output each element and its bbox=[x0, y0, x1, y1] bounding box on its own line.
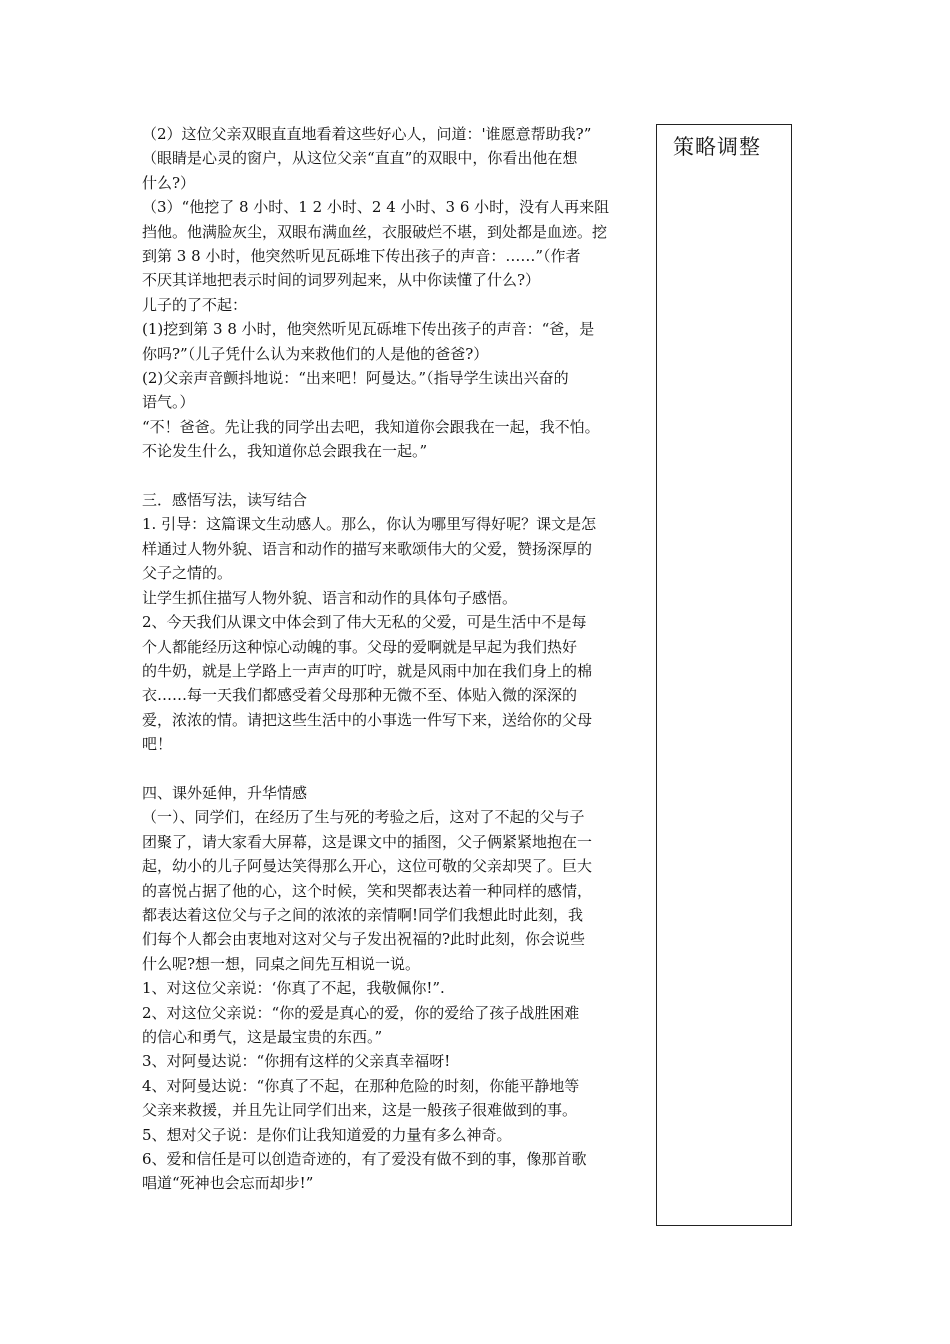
text-line: 到第 3 8 小时，他突然听见瓦砾堆下传出孩子的声音：……”（作者 bbox=[142, 247, 581, 266]
text-line: 的喜悦占据了他的心，这个时候，笑和哭都表达着一种同样的感情， bbox=[142, 881, 593, 900]
text-line: 2、对这位父亲说：“你的爱是真心的爱，你的爱给了孩子战胜困难 bbox=[142, 1003, 580, 1022]
strategy-adjust-title: 策略调整 bbox=[673, 135, 761, 159]
text-line: 三．感悟写法，读写结合 bbox=[142, 491, 308, 510]
text-line: 不论发生什么，我知道你总会跟我在一起。” bbox=[142, 442, 428, 461]
text-line: 个人都能经历这种惊心动魄的事。父母的爱啊就是早起为我们热好 bbox=[142, 637, 578, 656]
text-line: 儿子的了不起： bbox=[142, 295, 248, 314]
blank-line bbox=[142, 464, 642, 488]
text-line: （眼睛是心灵的窗户，从这位父亲“直直”的双眼中，你看出他在想 bbox=[142, 149, 578, 168]
text-line: （一）、同学们，在经历了生与死的考验之后，这对了不起的父与子 bbox=[142, 808, 585, 827]
text-line: 都表达着这位父与子之间的浓浓的亲情啊!同学们我想此时此刻，我 bbox=[142, 905, 584, 924]
text-line: (1)挖到第 3 8 小时，他突然听见瓦砾堆下传出孩子的声音：“爸，是 bbox=[142, 320, 595, 339]
text-line: 爱，浓浓的情。请把这些生活中的小事选一件写下来，送给你的父母 bbox=[142, 710, 593, 729]
text-line: (2)父亲声音颤抖地说：“出来吧！阿曼达。”（指导学生读出兴奋的 bbox=[142, 369, 569, 388]
text-line: 父子之情的。 bbox=[142, 564, 233, 583]
text-line: 四、课外延伸，升华情感 bbox=[142, 783, 308, 802]
text-line: 样通过人物外貌、语言和动作的描写来歌颂伟大的父爱，赞扬深厚的 bbox=[142, 539, 593, 558]
text-line: 起，幼小的儿子阿曼达笑得那么开心，这位可敬的父亲却哭了。巨大 bbox=[142, 857, 593, 876]
text-line: 2、今天我们从课文中体会到了伟大无私的父爱，可是生活中不是每 bbox=[142, 613, 587, 632]
text-line: 什么?） bbox=[142, 173, 196, 192]
text-line: 们每个人都会由衷地对这对父与子发出祝福的?此时此刻，你会说些 bbox=[142, 930, 586, 949]
text-line: 3、对阿曼达说：“你拥有这样的父亲真幸福呀! bbox=[142, 1052, 451, 1071]
text-line: 不厌其详地把表示时间的词罗列起来，从中你读懂了什么?） bbox=[142, 271, 541, 290]
text-line: 6、爱和信任是可以创造奇迹的，有了爱没有做不到的事，像那首歌 bbox=[142, 1150, 587, 1169]
blank-line bbox=[142, 757, 642, 781]
text-line: 1. 引导：这篇课文生动感人。那么，你认为哪里写得好呢？课文是怎 bbox=[142, 515, 597, 534]
text-line: 5、想对父子说：是你们让我知道爱的力量有多么神奇。 bbox=[142, 1125, 512, 1144]
text-line: 你吗?”（儿子凭什么认为来救他们的人是他的爸爸?） bbox=[142, 344, 489, 363]
text-line: 挡他。他满脸灰尘，双眼布满血丝，衣服破烂不堪，到处都是血迹。挖 bbox=[142, 222, 608, 241]
text-line: 让学生抓住描写人物外貌、语言和动作的具体句子感悟。 bbox=[142, 588, 518, 607]
text-line: 的牛奶，就是上学路上一声声的叮咛，就是风雨中加在我们身上的棉 bbox=[142, 661, 593, 680]
text-line: （3）“他挖了 8 小时、1 2 小时、2 4 小时、3 6 小时，没有人再来阻 bbox=[142, 198, 610, 217]
text-line: 的信心和勇气，这是最宝贵的东西。” bbox=[142, 1028, 383, 1046]
text-line: 1、对这位父亲说：‘你真了不起，我敬佩你!”. bbox=[142, 979, 445, 998]
text-line: 父亲来救援，并且先让同学们出来，这是一般孩子很难做到的事。 bbox=[142, 1101, 578, 1120]
text-line: 什么呢?想一想，同桌之间先互相说一说。 bbox=[142, 954, 421, 973]
text-line: 吧！ bbox=[142, 735, 173, 754]
strategy-adjust-box bbox=[656, 124, 792, 1226]
text-line: “不！爸爸。先让我的同学出去吧，我知道你会跟我在一起，我不怕。 bbox=[142, 417, 600, 436]
text-line: 团聚了，请大家看大屏幕，这是课文中的插图，父子俩紧紧地抱在一 bbox=[142, 832, 593, 851]
text-line: 语气。） bbox=[142, 393, 195, 412]
text-line: 4、对阿曼达说：“你真了不起，在那种危险的时刻，你能平静地等 bbox=[142, 1076, 580, 1095]
main-text bbox=[142, 122, 642, 1196]
text-line: 衣……每一天我们都感受着父母那种无微不至、体贴入微的深深的 bbox=[142, 686, 578, 705]
text-line: 唱道“死神也会忘而却步!” bbox=[142, 1174, 314, 1193]
text-line: （2）这位父亲双眼直直地看着这些好心人，问道：'谁愿意帮助我?” bbox=[142, 125, 592, 143]
